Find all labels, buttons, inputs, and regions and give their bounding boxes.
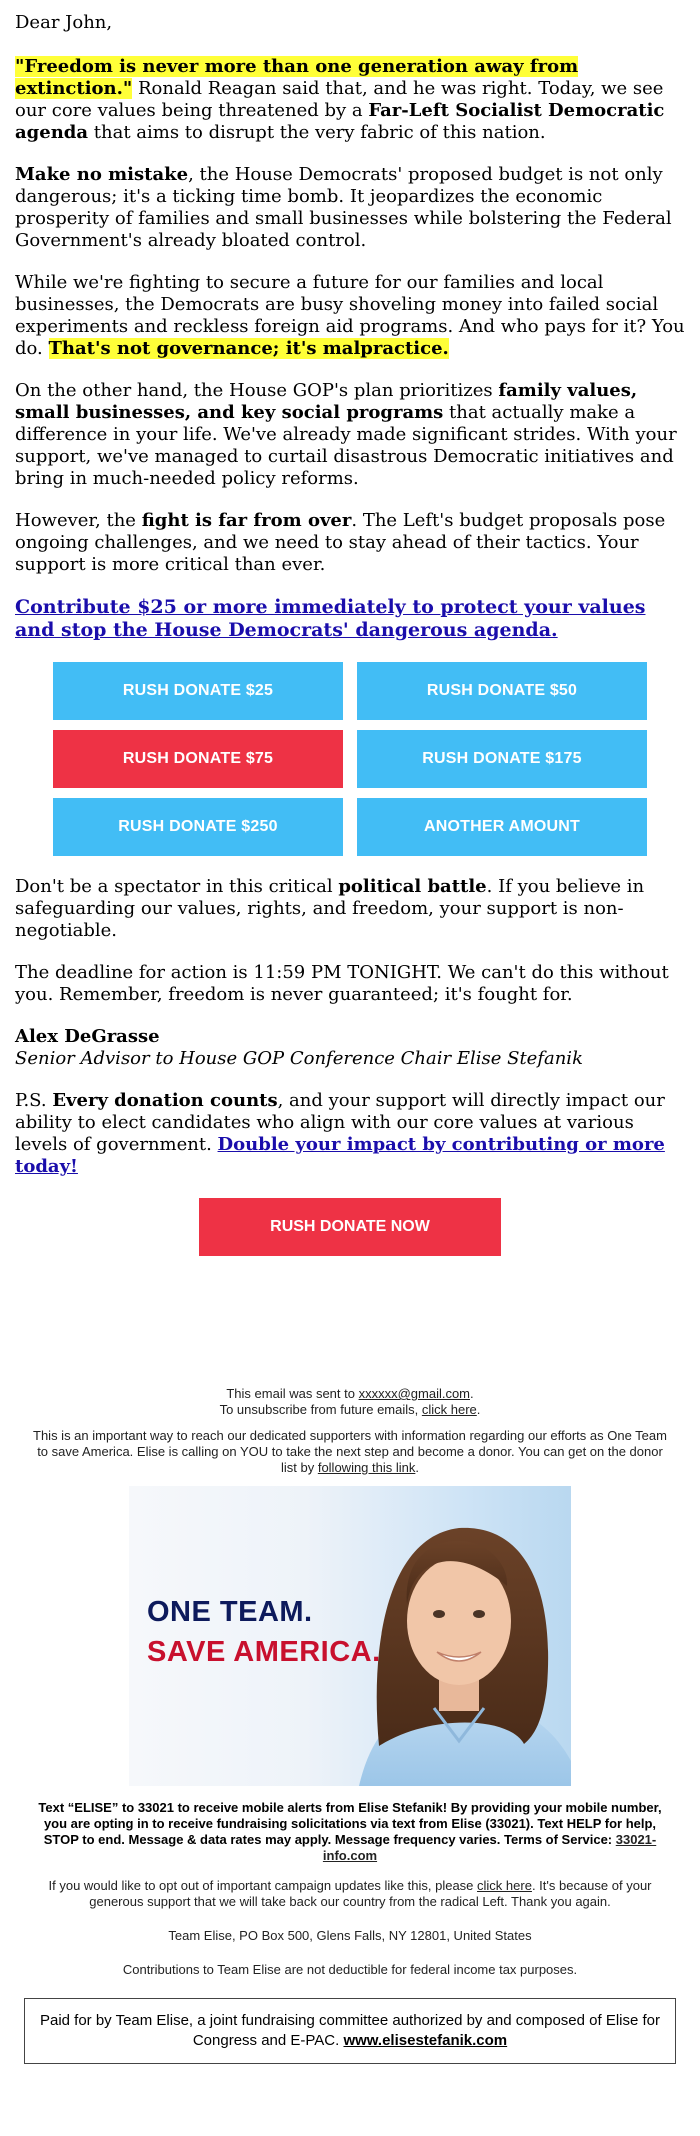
- footer-sent-to: This email was sent to xxxxxx@gmail.com. To unsubscribe from future emails, click here.: [219, 1386, 481, 1417]
- signature-title: Senior Advisor to House GOP Conference Chair Elise Stefanik: [15, 1048, 583, 1069]
- greeting: Dear John,: [15, 12, 113, 33]
- recipient-email-link[interactable]: xxxxxx@gmail.com: [358, 1386, 471, 1401]
- mailing-address: Team Elise, PO Box 500, Glens Falls, NY 12801, United States: [168, 1928, 532, 1943]
- paragraph-gop-plan: On the other hand, the House GOP's plan prioritizes family values, small businesses, and key social programs that actually make a difference in your life. We've already made significant strides. With your support, we've managed to curtail disastrous Democratic initiatives and bring in much-needed policy reforms.: [15, 380, 677, 489]
- highlighted-malpractice: That's not governance; it's malpractice.: [48, 338, 449, 359]
- paragraph-spectator: Don't be a spectator in this critical political battle. If you believe in safeguarding our values, rights, and freedom, your support is non-negotiable.: [15, 876, 645, 941]
- spacer: [15, 1256, 685, 1386]
- sms-terms-link[interactable]: 33021-info.com: [322, 1832, 657, 1863]
- banner-line-two: SAVE AMERICA.: [147, 1636, 381, 1668]
- contribute-paragraph: [15, 596, 685, 642]
- tax-deductible-note: Contributions to Team Elise are not deductible for federal income tax purposes.: [122, 1962, 578, 1977]
- paragraph-deadline: The deadline for action is 11:59 PM TONIGHT. We can't do this without you. Remember, freedom is never guaranteed; it's fought for.: [15, 962, 669, 1005]
- unsubscribe-link[interactable]: click here: [421, 1402, 477, 1417]
- double-impact-link[interactable]: Double your impact by contributing or more today!: [15, 1134, 665, 1177]
- donate-250-button[interactable]: RUSH DONATE $250: [53, 798, 343, 856]
- paragraph-fight-not-over: However, the fight is far from over. The Left's budget proposals pose ongoing challenges, and we need to stay ahead of their tactics. Your support is more critical than ever.: [15, 510, 666, 575]
- donate-50-button[interactable]: RUSH DONATE $50: [357, 662, 647, 720]
- paragraph-fighting: While we're fighting to secure a future for our families and local businesses, the Democrats are busy shoveling money into failed social experiments and reckless foreign aid programs. And who pays for it? You do. That's not governance; it's malpractice.: [15, 272, 685, 359]
- signature-name: Alex DeGrasse: [15, 1026, 160, 1047]
- postscript: P.S. Every donation counts, and your support will directly impact our ability to elect candidates who align with our core values at various levels of government. Double your impact by contributing or more today!: [15, 1090, 665, 1177]
- website-link[interactable]: www.elisestefanik.com: [343, 2032, 508, 2049]
- email-body: [15, 0, 685, 2084]
- donate-75-button[interactable]: RUSH DONATE $75: [53, 730, 343, 788]
- donate-button-grid: [53, 662, 647, 856]
- rush-donate-now-button[interactable]: RUSH DONATE NOW: [199, 1198, 501, 1256]
- footer-donor-note: This is an important way to reach our dedicated supporters with information regarding our efforts as One Team to save America. Elise is calling on YOU to take the next step and become a donor. You can get on the donor list by following this link.: [33, 1428, 667, 1475]
- one-team-banner: [129, 1486, 571, 1786]
- highlighted-quote: "Freedom is never more than one generation away from extinction.": [15, 56, 579, 99]
- optout-link[interactable]: click here: [477, 1878, 532, 1893]
- email-footer: [15, 1386, 685, 1978]
- contribute-link[interactable]: Contribute $25 or more immediately to protect your values and stop the House Democrats' dangerous agenda.: [15, 596, 646, 641]
- another-amount-button[interactable]: ANOTHER AMOUNT: [357, 798, 647, 856]
- paid-for-disclaimer: Paid for by Team Elise, a joint fundraising committee authorized by and composed of Elise for Congress and E-PAC. www.elisestefanik.com: [24, 1998, 676, 2064]
- donate-25-button[interactable]: RUSH DONATE $25: [53, 662, 343, 720]
- banner-line-one: ONE TEAM.: [147, 1596, 313, 1628]
- donate-175-button[interactable]: RUSH DONATE $175: [357, 730, 647, 788]
- paragraph-reagan-quote: "Freedom is never more than one generation away from extinction." Ronald Reagan said that, and he was right. Today, we see our core values being threatened by a Far-Left Socialist Democratic agenda that aims to disrupt the very fabric of this nation.: [15, 56, 665, 143]
- sms-optin-note: Text “ELISE” to 33021 to receive mobile alerts from Elise Stefanik! By providing your mobile number, you are opting in to receive fundraising solicitations via text from Elise (33021). Text HELP for help, STOP to end. Message & data rates may apply. Message frequency varies. Terms of Service: 33021-info.com: [38, 1800, 662, 1863]
- optout-note: If you would like to opt out of important campaign updates like this, please click here. It's because of your generous support that we will take back our country from the radical Left. Thank you again.: [48, 1878, 652, 1909]
- paragraph-make-no-mistake: Make no mistake, the House Democrats' proposed budget is not only dangerous; it's a ticking time bomb. It jeopardizes the economic prosperity of families and small businesses while bolstering the Federal Government's already bloated control.: [15, 164, 672, 251]
- donor-list-link[interactable]: following this link: [317, 1460, 416, 1475]
